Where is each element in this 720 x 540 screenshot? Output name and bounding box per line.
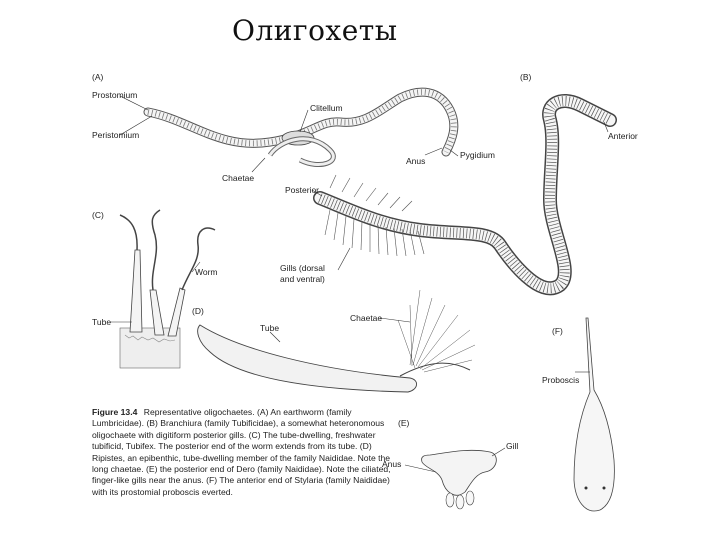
panel-label-b: (B) bbox=[520, 72, 532, 82]
tubifex-drawing bbox=[110, 210, 215, 368]
slide-title: Олигохеты bbox=[232, 14, 398, 47]
label-clitellum: Clitellum bbox=[310, 103, 343, 113]
dero-drawing bbox=[405, 448, 505, 509]
panel-label-c: (C) bbox=[92, 210, 104, 220]
label-tube-d: Tube bbox=[260, 323, 280, 333]
label-anus-a: Anus bbox=[406, 156, 426, 166]
figure-caption bbox=[92, 407, 392, 498]
caption-text: Representative oligochaetes. (A) An earthworm (family Lumbricidae). (B) Branchiura (family Tubificidae), a somewhat heteronomous oligochaete with digitiform posterior gills. (C) The tube-dwelling, freshwater tubificid, Tubifex. The posterior end of the worm extends from its tube. (D) Ripistes, an epibenthic, tube-dwelling member of the family Naididae. Note the long chaetae. (E) the posterior end of Dero (family Naididae). Note the ciliated, finger-like gills near the anus. (F) The anterior end of Stylaria (family Naididae) with its prostomial proboscis everted. bbox=[92, 407, 391, 497]
label-chaetae-d: Chaetae bbox=[350, 313, 383, 323]
label-gill: Gill bbox=[506, 441, 519, 451]
panel-label-d: (D) bbox=[192, 306, 204, 316]
label-peristomium: Peristomium bbox=[92, 130, 140, 140]
label-chaetae-a: Chaetae bbox=[222, 173, 255, 183]
label-prostomium: Prostomium bbox=[92, 90, 138, 100]
branchiura-drawing bbox=[312, 101, 610, 288]
label-worm: Worm bbox=[195, 267, 218, 277]
label-anus-e: Anus bbox=[382, 459, 402, 469]
ripistes-drawing bbox=[198, 290, 475, 392]
figure-13-4 bbox=[80, 60, 680, 530]
figure-number: Figure 13.4 bbox=[92, 407, 138, 417]
label-gills-line1: Gills (dorsal bbox=[280, 263, 325, 273]
label-posterior: Posterior bbox=[285, 185, 320, 195]
panel-label-a: (A) bbox=[92, 72, 104, 82]
label-anterior: Anterior bbox=[608, 131, 638, 141]
label-proboscis: Proboscis bbox=[542, 375, 580, 385]
stylaria-drawing bbox=[574, 318, 614, 511]
panel-label-e: (E) bbox=[398, 418, 410, 428]
label-pygidium: Pygidium bbox=[460, 150, 495, 160]
panel-label-f: (F) bbox=[552, 326, 563, 336]
label-tube-c: Tube bbox=[92, 317, 112, 327]
label-gills-line2: and ventral) bbox=[280, 274, 325, 284]
